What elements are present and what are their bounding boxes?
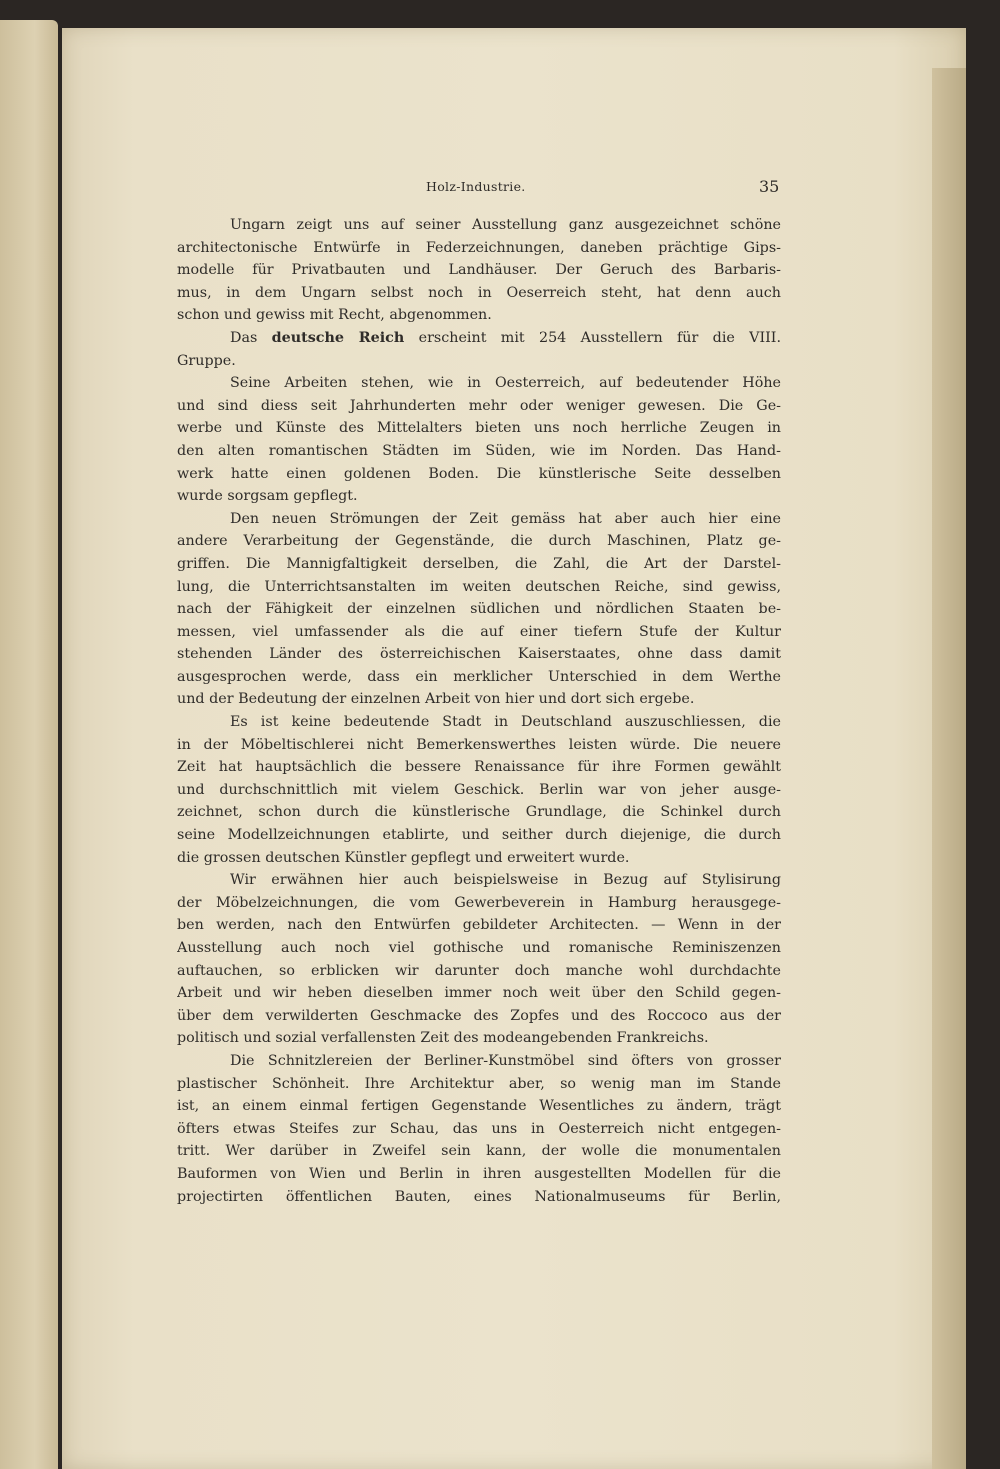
text-line: und der Bedeutung der einzelnen Arbeit von hier und dort sich ergebe. [177, 691, 695, 708]
text-line: architectonische Entwürfe in Federzeichnungen, daneben prächtige Gips- [177, 239, 781, 256]
running-head [0, 175, 1000, 205]
text-line: Ausstellung auch noch viel gothische und romanische Reminiszenzen [177, 940, 781, 956]
text-line: schon und gewiss mit Recht, abgenommen. [177, 307, 492, 324]
text-line: zeichnet, schon durch die künstlerische Grundlage, die Schinkel durch [177, 804, 781, 821]
text-line: politisch und sozial verfallensten Zeit des modeangebenden Frankreichs. [177, 1030, 709, 1047]
text-line: und sind diess seit Jahrhunderten mehr oder weniger gewesen. Die Ge- [177, 397, 781, 414]
text-run: erscheint mit 254 Ausstellern für die VIII. [404, 329, 781, 346]
text-line: ben werden, nach den Entwürfen gebildeter Architecten. — Wenn in der [177, 917, 781, 934]
previous-page-edge [0, 20, 58, 1469]
text-line: plastischer Schönheit. Ihre Architektur aber, so wenig man im Stande [177, 1075, 781, 1092]
text-line: lung, die Unterrichtsanstalten im weiten deutschen Reiche, sind gewiss, [177, 578, 781, 595]
text-line: Ungarn zeigt uns auf seiner Ausstellung ganz ausgezeichnet schöne [230, 217, 781, 233]
text-line: den alten romantischen Städten im Süden, wie im Norden. Das Hand- [177, 442, 781, 459]
text-line: auftauchen, so erblicken wir darunter doch manche wohl durchdachte [177, 962, 781, 979]
text-line: der Möbelzeichnungen, die vom Gewerbeverein in Hamburg herausgege- [177, 894, 781, 911]
text-line: messen, viel umfassender als die auf einer tiefern Stufe der Kultur [177, 623, 781, 640]
text-line: ist, an einem einmal fertigen Gegenstande Wesentliches zu ändern, trägt [177, 1098, 781, 1115]
running-head-title: Holz-Industrie. [426, 179, 526, 194]
text-line: Arbeit und wir heben dieselben immer noch weit über den Schild gegen- [177, 985, 781, 1002]
text-line: über dem verwilderten Geschmacke des Zopfes und des Roccoco aus der [177, 1007, 781, 1024]
text-line: Den neuen Strömungen der Zeit gemäss hat aber auch hier eine [230, 510, 781, 527]
text-line: werk hatte einen goldenen Boden. Die künstlerische Seite desselben [177, 465, 781, 482]
page-number: 35 [759, 177, 780, 196]
text-line: wurde sorgsam gepflegt. [177, 488, 358, 505]
text-line: Es ist keine bedeutende Stadt in Deutschland auszuschliessen, die [230, 714, 781, 731]
text-line [177, 327, 781, 350]
text-line: Wir erwähnen hier auch beispielsweise in Bezug auf Stylisirung [230, 872, 781, 889]
text-line: die grossen deutschen Künstler gepflegt und erweitert wurde. [177, 849, 630, 866]
text-run: Das [230, 329, 272, 346]
text-line: und durchschnittlich mit vielem Geschick. Berlin war von jeher ausge- [177, 781, 781, 798]
text-line: stehenden Länder des österreichischen Kaiserstaates, ohne dass damit [177, 646, 781, 663]
text-line: mus, in dem Ungarn selbst noch in Oeserreich steht, hat denn auch [177, 284, 781, 301]
text-line: öfters etwas Steifes zur Schau, das uns in Oesterreich nicht entgegen- [177, 1120, 781, 1137]
text-line: modelle für Privatbauten und Landhäuser. Der Geruch des Barbaris- [177, 262, 781, 279]
text-line: Gruppe. [177, 352, 236, 369]
text-line: in der Möbeltischlerei nicht Bemerkenswerthes leisten würde. Die neuere [177, 736, 781, 753]
page-stack-edge [932, 68, 966, 1469]
text-line: werbe und Künste des Mittelalters bieten uns noch herrliche Zeugen in [177, 420, 781, 437]
text-line: nach der Fähigkeit der einzelnen südlichen und nördlichen Staaten be- [177, 601, 781, 618]
text-line: projectirten öffentlichen Bauten, eines Nationalmuseums für Berlin, [177, 1188, 781, 1205]
text-line: griffen. Die Mannigfaltigkeit derselben, die Zahl, die Art der Darstel- [177, 555, 781, 572]
text-line: Seine Arbeiten stehen, wie in Oesterreich, auf bedeutender Höhe [230, 375, 781, 392]
text-line: andere Verarbeitung der Gegenstände, die durch Maschinen, Platz ge- [177, 533, 781, 550]
text-line: Bauformen von Wien und Berlin in ihren ausgestellten Modellen für die [177, 1165, 781, 1182]
emphasis-deutsche-reich: deutsche Reich [271, 329, 405, 346]
text-line: ausgesprochen werde, dass ein merklicher Unterschied in dem Werthe [177, 668, 781, 685]
body-text [177, 214, 781, 1208]
text-line: Zeit hat hauptsächlich die bessere Renaissance für ihre Formen gewählt [177, 759, 781, 776]
text-line: seine Modellzeichnungen etablirte, und seither durch diejenige, die durch [177, 827, 781, 844]
text-line: Die Schnitzlereien der Berliner-Kunstmöbel sind öfters von grosser [230, 1052, 781, 1069]
text-line: tritt. Wer darüber in Zweifel sein kann, der wolle die monumentalen [177, 1143, 781, 1160]
